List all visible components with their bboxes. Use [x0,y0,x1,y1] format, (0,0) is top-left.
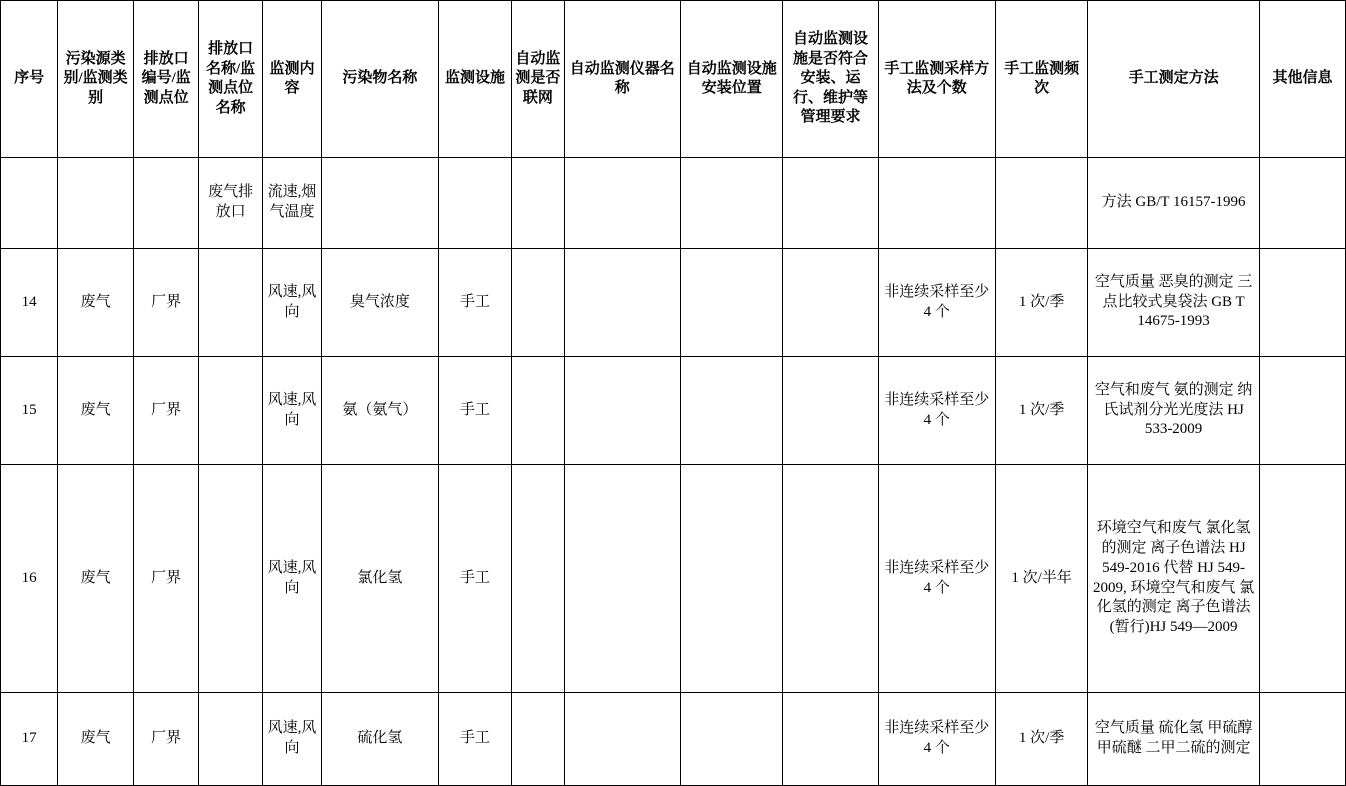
cell-auto-networked [512,249,564,357]
cell-manual-sampling-method: 非连续采样至少 4 个 [878,249,996,357]
cell-outlet-name [199,249,262,357]
cell-manual-frequency: 1 次/季 [996,249,1088,357]
cell-index: 17 [1,693,58,786]
column-header-outlet-name: 排放口名称/监测点位名称 [199,1,262,158]
cell-auto-instrument-name [564,693,681,786]
cell-monitor-facility [438,158,512,249]
cell-monitor-facility: 手工 [438,693,512,786]
column-header-auto-networked: 自动监测是否联网 [512,1,564,158]
column-header-monitor-content: 监测内容 [262,1,321,158]
column-header-auto-compliance: 自动监测设施是否符合安装、运行、维护等管理要求 [783,1,878,158]
column-header-pollutant-name: 污染物名称 [322,1,439,158]
cell-auto-install-location [681,158,783,249]
column-header-source-type: 污染源类别/监测类别 [58,1,134,158]
table-header [1,1,1346,158]
cell-pollutant-name: 硫化氢 [322,693,439,786]
cell-other-info [1259,357,1345,465]
cell-outlet-code: 厂界 [133,357,198,465]
cell-auto-instrument-name [564,249,681,357]
cell-auto-install-location [681,249,783,357]
cell-auto-networked [512,693,564,786]
cell-manual-determination-method: 空气质量 恶臭的测定 三点比较式臭袋法 GB T 14675-1993 [1088,249,1260,357]
cell-manual-sampling-method: 非连续采样至少 4 个 [878,693,996,786]
cell-monitor-content: 流速,烟气温度 [262,158,321,249]
cell-auto-compliance [783,158,878,249]
cell-manual-sampling-method: 非连续采样至少 4 个 [878,357,996,465]
cell-manual-sampling-method: 非连续采样至少 4 个 [878,465,996,693]
cell-auto-instrument-name [564,465,681,693]
table-row [1,465,1346,693]
cell-auto-install-location [681,357,783,465]
cell-pollutant-name: 氨（氨气） [322,357,439,465]
cell-other-info [1259,249,1345,357]
cell-outlet-code [133,158,198,249]
cell-index [1,158,58,249]
table-row [1,158,1346,249]
column-header-manual-sampling-method: 手工监测采样方法及个数 [878,1,996,158]
cell-manual-determination-method: 空气和废气 氨的测定 纳氏试剂分光光度法 HJ 533-2009 [1088,357,1260,465]
cell-manual-frequency: 1 次/季 [996,693,1088,786]
cell-outlet-code: 厂界 [133,249,198,357]
column-header-auto-instrument-name: 自动监测仪器名称 [564,1,681,158]
cell-monitor-content: 风速,风向 [262,693,321,786]
column-header-outlet-code: 排放口编号/监测点位 [133,1,198,158]
column-header-monitor-facility: 监测设施 [438,1,512,158]
cell-manual-frequency: 1 次/季 [996,357,1088,465]
column-header-manual-frequency: 手工监测频次 [996,1,1088,158]
cell-auto-networked [512,158,564,249]
cell-pollutant-name: 氯化氢 [322,465,439,693]
column-header-index: 序号 [1,1,58,158]
cell-source-type: 废气 [58,249,134,357]
cell-outlet-name [199,465,262,693]
cell-auto-compliance [783,465,878,693]
cell-monitor-content: 风速,风向 [262,465,321,693]
table-header-row [1,1,1346,158]
cell-auto-compliance [783,693,878,786]
column-header-auto-install-location: 自动监测设施安装位置 [681,1,783,158]
table-row [1,357,1346,465]
cell-auto-compliance [783,357,878,465]
table-row [1,693,1346,786]
cell-other-info [1259,465,1345,693]
cell-source-type: 废气 [58,357,134,465]
column-header-manual-determination-method: 手工测定方法 [1088,1,1260,158]
cell-manual-frequency [996,158,1088,249]
cell-manual-determination-method: 环境空气和废气 氯化氢的测定 离子色谱法 HJ 549-2016 代替 HJ 549-2009, 环境空气和废气 氯化氢的测定 离子色谱法(暂行)HJ 549—2009 [1088,465,1260,693]
cell-auto-networked [512,465,564,693]
cell-other-info [1259,158,1345,249]
cell-auto-install-location [681,465,783,693]
table-row [1,249,1346,357]
cell-pollutant-name: 臭气浓度 [322,249,439,357]
cell-manual-determination-method: 方法 GB/T 16157-1996 [1088,158,1260,249]
cell-outlet-code: 厂界 [133,465,198,693]
cell-auto-compliance [783,249,878,357]
cell-outlet-code: 厂界 [133,693,198,786]
cell-monitor-content: 风速,风向 [262,357,321,465]
cell-auto-instrument-name [564,158,681,249]
cell-monitor-facility: 手工 [438,249,512,357]
cell-manual-determination-method: 空气质量 硫化氢 甲硫醇 甲硫醚 二甲二硫的测定 [1088,693,1260,786]
cell-monitor-facility: 手工 [438,465,512,693]
cell-outlet-name: 废气排放口 [199,158,262,249]
cell-monitor-content: 风速,风向 [262,249,321,357]
cell-index: 14 [1,249,58,357]
cell-source-type: 废气 [58,693,134,786]
cell-other-info [1259,693,1345,786]
cell-outlet-name [199,693,262,786]
cell-auto-install-location [681,693,783,786]
cell-source-type [58,158,134,249]
cell-source-type: 废气 [58,465,134,693]
cell-index: 15 [1,357,58,465]
cell-monitor-facility: 手工 [438,357,512,465]
cell-manual-frequency: 1 次/半年 [996,465,1088,693]
cell-outlet-name [199,357,262,465]
table-body [1,158,1346,786]
cell-auto-instrument-name [564,357,681,465]
cell-manual-sampling-method [878,158,996,249]
cell-pollutant-name [322,158,439,249]
column-header-other-info: 其他信息 [1259,1,1345,158]
cell-index: 16 [1,465,58,693]
cell-auto-networked [512,357,564,465]
